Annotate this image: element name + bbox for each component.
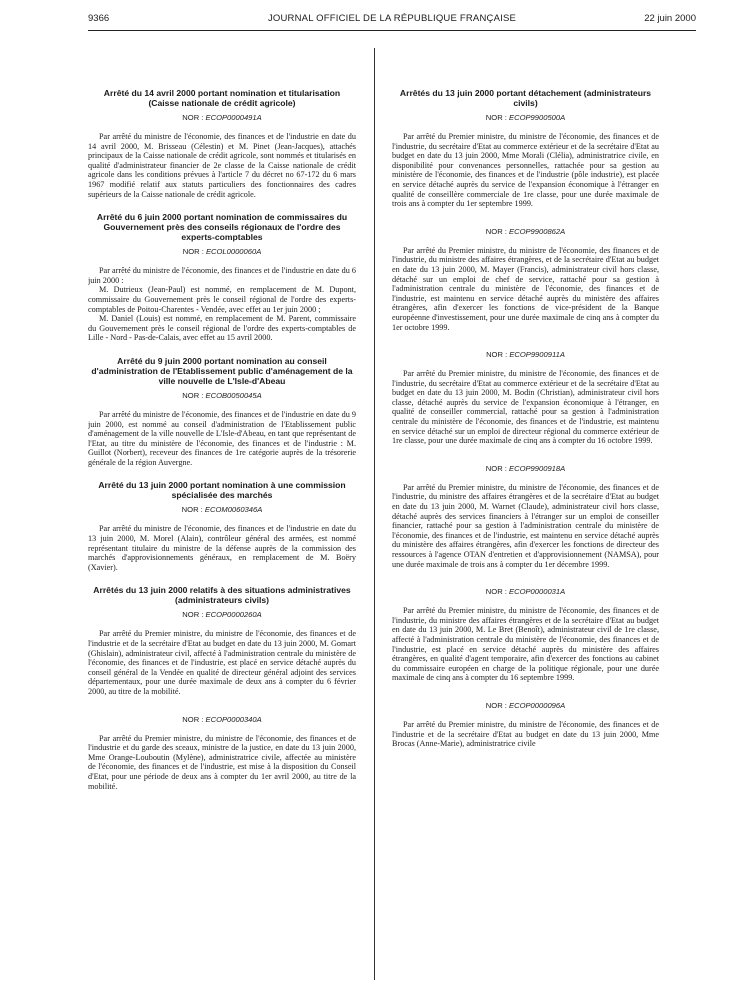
nor-code: ECOP0000491A [205, 113, 262, 122]
nor-label: NOR : [182, 390, 204, 400]
nor-code: ECOL0000060A [205, 247, 262, 257]
nor-code: ECOP0000260A [205, 610, 262, 620]
decree-paragraph: Par arrêté du Premier ministre, du ministre de l'économie, des finances et de l'industrie, du ministre des affaires étrangères, et de la secrétaire d'Etat au budget en date du 13 juin 2000, M. Mayer (Francis), administrateur civil hors classe, détaché sur un emploi de chef de service, rattaché pour sa gestion à l'administration centrale du ministère de l'économie, des finances et de l'industrie, est maintenu en service détaché auprès du ministère des affaires étrangères, afin d'exercer les fonctions de vice-président de la Banque européenne d'investissement, pour une durée maximale de cinq ans à compter du 1er octobre 1999. [392, 245, 659, 332]
header-rule [88, 30, 696, 31]
decree-title: Arrêtés du 13 juin 2000 relatifs à des situations administratives (administrateurs civils) [93, 585, 351, 606]
nor-reference [88, 715, 356, 724]
decree-section [88, 356, 356, 468]
decree-paragraph: Par arrêté du ministre de l'économie, des finances et de l'industrie en date du 9 juin 2000, est nommé au conseil d'administration de l'Etablissement public d'aménagement de la ville nouvelle de L'Isle-d'Abeau, en tant que représentant de l'Etat, au titre du ministère de l'économie, des finances et de l'industrie : M. Guillot (Norbert), receveur des finances de 1re catégorie auprès de la trésorerie générale de la région Auvergne. [88, 409, 356, 467]
decree-section [392, 464, 659, 569]
decree-paragraph: Par arrêté du Premier ministre, du ministre de l'économie, des finances et de l'industrie, du secrétaire d'Etat au commerce extérieur et de la secrétaire d'Etat au budget en date du 13 juin 2000, M. Bodin (Christian), administrateur civil hors classe, détaché auprès du service de l'expansion économique à l'étranger, en qualité de conseiller commercial, rattaché pour sa gestion à l'administration centrale du ministère de l'économie, des finances et de l'industrie, est maintenu en service détaché sur un emploi de directeur régional du commerce extérieur de 1re classe, pour une durée maximale de cinq ans à compter du 16 octobre 1999. [392, 369, 659, 446]
decree-title: Arrêtés du 13 juin 2000 portant détachement (administrateurs civils) [399, 88, 652, 108]
nor-reference [392, 587, 659, 596]
issue-date: 22 juin 2000 [644, 13, 696, 24]
decree-section [392, 587, 659, 683]
journal-title: JOURNAL OFFICIEL DE LA RÉPUBLIQUE FRANÇAISE [267, 13, 517, 24]
decree-section [392, 350, 659, 446]
decree-section [392, 88, 659, 209]
nor-label: NOR : [182, 113, 204, 122]
page-header [88, 13, 696, 27]
nor-reference [392, 113, 659, 122]
decree-title: Arrêté du 9 juin 2000 portant nomination au conseil d'administration de l'Etablissement public d'aménagement de la ville nouvelle de L'Isle-d'Abeau [91, 355, 353, 386]
nor-reference [392, 464, 659, 473]
decree-title: Arrêté du 6 juin 2000 portant nomination de commissaires du Gouvernement près des conseils régionaux de l'ordre des experts-comptables [96, 212, 348, 243]
nor-label: NOR : [182, 610, 204, 620]
column-divider [374, 48, 375, 980]
nor-reference [88, 113, 356, 122]
nor-reference [88, 505, 356, 514]
decree-paragraph: Par arrêté du Premier ministre, du ministre de l'économie, des finances et de l'industrie et du garde des sceaux, ministre de la justice, en date du 13 juin 2000, Mme Orange-Louboutin (Mylène), administratrice civile, affectée au ministère de l'économie, des finances et de l'industrie, est mise à la disposition du Conseil d'Etat, pour une période de deux ans à compter du 1er avril 2000, au titre de la mobilité. [88, 733, 356, 791]
nor-label: NOR : [485, 700, 507, 710]
decree-title: Arrêté du 14 avril 2000 portant nomination et titularisation (Caisse nationale de crédit agricole) [103, 88, 341, 108]
decree-paragraph: Par arrêté du Premier ministre, du ministre de l'économie, des finances et de l'industrie et de la secrétaire d'Etat au budget en date du 13 juin 2000, Mme Brocas (Anne-Marie), administratrice civile [392, 719, 659, 749]
nor-reference [88, 247, 356, 256]
nor-label: NOR : [486, 350, 508, 360]
nor-reference [392, 350, 659, 359]
decree-paragraph: Par arrêté du Premier ministre, du ministre de l'économie, des finances et de l'industrie et de la secrétaire d'Etat au budget en date du 13 juin 2000, M. Gomart (Ghislain), administrateur civil, affecté à l'administration centrale du ministère de l'économie, des finances et de l'industrie, est placé en service détaché auprès du conseil général de la Vendée en qualité de directeur général adjoint des services départementaux, pour une durée maximale de deux ans à compter du 6 février 2000, au titre de la mobilité. [88, 629, 356, 696]
decree-section [88, 715, 356, 792]
nor-code: ECOB0050045A [205, 390, 262, 400]
decree-section [88, 212, 356, 343]
nor-reference [88, 610, 356, 619]
decree-paragraph: Par arrêté du Premier ministre, du ministre de l'économie, des finances et de l'industrie, du ministre des affaires étrangères et de la secrétaire d'Etat au budget en date du 13 juin 2000, M. Le Bret (Benoît), administrateur civil de 1re classe, affecté à l'administration centrale du ministère de l'économie, des finances et de l'industrie, est placé en service détaché auprès du ministère des affaires étrangères, en qualité d'agent temporaire, afin d'exercer des fonctions au cabinet du commissaire européen en charge de la politique régionale, pour une durée maximale de cinq ans à compter du 16 septembre 1999. [392, 606, 659, 683]
decree-paragraph: M. Dutrieux (Jean-Paul) est nommé, en remplacement de M. Dupont, commissaire du Gouvernement près le conseil régional de l'ordre des experts-comptables de Poitou-Charentes - Vendée, avec effet au 1er juin 2000 ; [88, 285, 356, 314]
nor-label: NOR : [181, 505, 203, 515]
nor-code: ECOP9900500A [509, 113, 566, 122]
right-column [392, 88, 659, 980]
nor-label: NOR : [485, 463, 507, 473]
nor-code: ECOP0000096A [509, 700, 566, 710]
decree-paragraph: Par arrêté du ministre de l'économie, des finances et de l'industrie en date du 14 avril 2000, M. Brisseau (Célestin) et M. Pinet (Jean-Jacques), attachés principaux de la Caisse nationale de crédit agricole, sont nommés et titularisés en qualité d'administrateur financier de 2e classe de la Caisse nationale de crédit agricole dans les conditions prévues à l'article 7 du décret no 67-172 du 6 mars 1967 modifié relatif aux statuts particuliers des fonctionnaires des cadres supérieurs de la Caisse nationale de crédit agricole. [88, 132, 356, 199]
decree-paragraph: Par arrêté du ministre de l'économie, des finances et de l'industrie en date du 6 juin 2000 : [88, 266, 356, 285]
nor-code: ECOP0000031A [509, 587, 566, 597]
decree-paragraph: Par arrêté du Premier ministre, du ministre de l'économie, des finances et de l'industrie, du ministre des affaires étrangères et de la secrétaire d'Etat au budget en date du 13 juin 2000, M. Warnet (Claude), administrateur civil hors classe, détaché auprès des services financiers à l'étranger sur un emploi de conseiller financier, rattaché pour sa gestion à l'administration centrale du ministère de l'économie, des finances et de l'industrie, est maintenu en service détaché auprès du ministère des affaires étrangères, afin d'exercer les fonctions de directeur des ressources à l'agence OTAN d'entretien et d'approvisionnement (NAMSA), pour une durée maximale de trois ans à compter du 1er décembre 1999. [392, 482, 659, 569]
nor-label: NOR : [485, 113, 507, 122]
nor-code: ECOP9900862A [509, 226, 566, 236]
nor-label: NOR : [485, 587, 507, 597]
decree-section [88, 88, 356, 199]
nor-code: ECOP9900918A [509, 463, 566, 473]
nor-reference [392, 227, 659, 236]
decree-section [88, 585, 356, 696]
page-number: 9366 [88, 13, 110, 24]
decree-paragraph: Par arrêté du Premier ministre, du ministre de l'économie, des finances et de l'industrie, du secrétaire d'Etat au commerce extérieur et de la secrétaire d'Etat au budget en date du 13 juin 2000, Mme Morali (Clélia), administratrice civile, en disponibilité pour convenances personnelles, rattachée pour sa gestion au ministère de l'économie, des finances et de l'industrie (pôle industrie), est placée en service détaché auprès du service de l'expansion économique à l'étranger en qualité de conseillère commerciale de 1re classe, pour une durée maximale de trois ans à compter du 1er septembre 1999. [392, 132, 659, 209]
nor-label: NOR : [182, 714, 204, 724]
decree-section [88, 480, 356, 572]
left-column [88, 88, 356, 980]
decree-paragraph: Par arrêté du ministre de l'économie, des finances et de l'industrie en date du 13 juin 2000, M. Morel (Alain), contrôleur général des armées, est nommé représentant titulaire du ministre de la défense auprès de la commission des marchés d'approvisionnements généraux, en remplacement de M. Boëry (Xavier). [88, 524, 356, 572]
decree-title: Arrêté du 13 juin 2000 portant nomination à une commission spécialisée des marchés [98, 480, 346, 501]
decree-section [392, 227, 659, 332]
nor-code: ECOP9900911A [509, 350, 565, 360]
nor-reference [392, 701, 659, 710]
nor-code: ECOM0060346A [204, 505, 263, 515]
nor-label: NOR : [485, 226, 507, 236]
decree-section [392, 701, 659, 749]
nor-reference [88, 391, 356, 400]
decree-paragraph: M. Daniel (Louis) est nommé, en remplacement de M. Parent, commissaire du Gouvernement près le conseil régional de l'ordre des experts-comptables de Lille - Nord - Pas-de-Calais, avec effet au 15 avril 2000. [88, 314, 356, 343]
nor-code: ECOP0000340A [205, 714, 262, 724]
nor-label: NOR : [182, 247, 204, 257]
